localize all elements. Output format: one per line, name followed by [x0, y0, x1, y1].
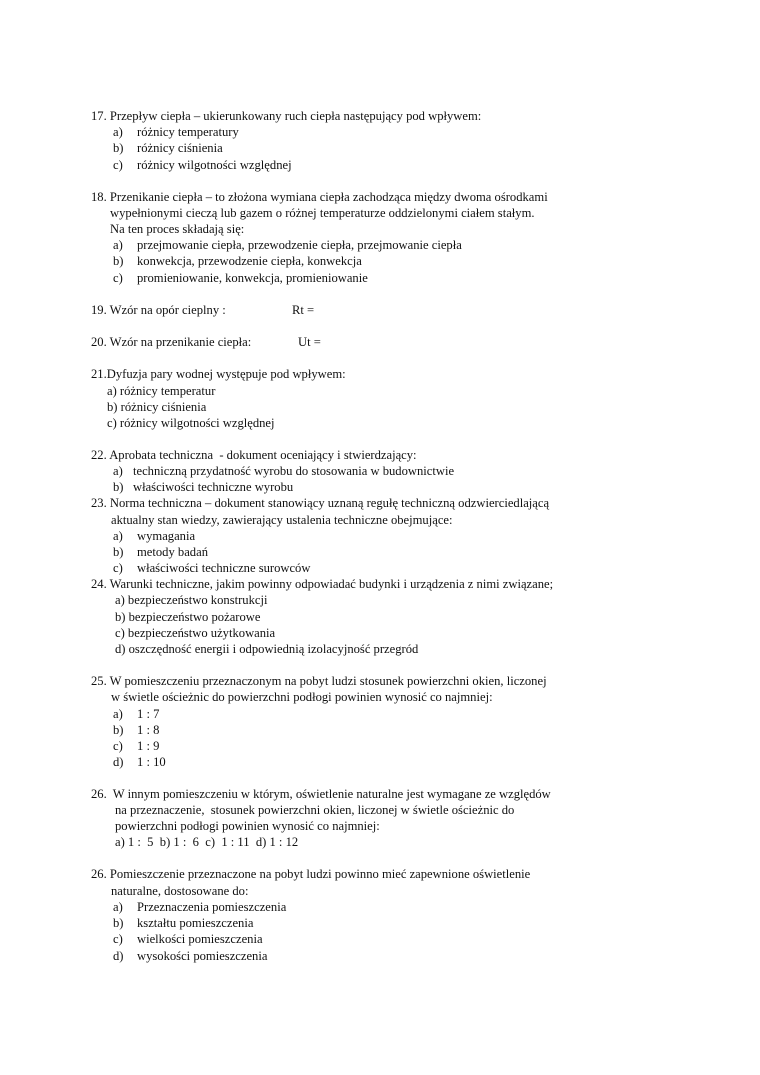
option-text: 1 : 9	[137, 739, 160, 753]
option-letter: c)	[113, 271, 123, 285]
option-letter: b)	[113, 916, 124, 930]
question-19-title: 19. Wzór na opór cieplny :	[91, 303, 226, 317]
option-line: d) oszczędność energii i odpowiednią izolacyjność przegród	[115, 642, 419, 656]
option-text: promieniowanie, konwekcja, promieniowanie	[137, 271, 368, 285]
option-text: różnicy temperatury	[137, 125, 239, 139]
option-letter: a)	[113, 125, 123, 139]
option-text: techniczną przydatność wyrobu do stosowania w budownictwie	[133, 464, 455, 478]
option-letter: d)	[113, 755, 124, 769]
option-letter: c)	[113, 739, 123, 753]
option-letter: a)	[113, 900, 123, 914]
option-line: c) bezpieczeństwo użytkowania	[115, 626, 276, 640]
option-line: b) bezpieczeństwo pożarowe	[115, 610, 261, 624]
option-text: kształtu pomieszczenia	[137, 916, 254, 930]
question-26b-line: 26. Pomieszczenie przeznaczone na pobyt ludzi powinno mieć zapewnione oświetlenie	[91, 867, 531, 881]
question-17-title: 17. Przepływ ciepła – ukierunkowany ruch ciepła następujący pod wpływem:	[91, 109, 482, 123]
question-18-line: Na ten proces składają się:	[110, 222, 245, 236]
option-letter: a)	[113, 464, 123, 478]
option-letter: b)	[113, 480, 124, 494]
option-letter: b)	[113, 141, 124, 155]
question-26a-line: powierzchni podłogi powinien wynosić co najmniej:	[115, 819, 380, 833]
option-text: różnicy ciśnienia	[137, 141, 223, 155]
question-22-title: 22. Aprobata techniczna - dokument oceniający i stwierdzający:	[91, 448, 417, 462]
option-text: przejmowanie ciepła, przewodzenie ciepła, przejmowanie ciepła	[137, 238, 462, 252]
question-25-line: 25. W pomieszczeniu przeznaczonym na pobyt ludzi stosunek powierzchni okien, liczonej	[91, 674, 547, 688]
option-line: a) bezpieczeństwo konstrukcji	[115, 593, 268, 607]
option-text: Przeznaczenia pomieszczenia	[137, 900, 287, 914]
question-25-line: w świetle ościeżnic do powierzchni podłogi powinien wynosić co najmniej:	[111, 690, 493, 704]
question-23-line: 23. Norma techniczna – dokument stanowiący uznaną regułę techniczną odzwierciedlającą	[91, 496, 550, 510]
question-21-title: 21.Dyfuzja pary wodnej występuje pod wpływem:	[91, 367, 346, 381]
option-letter: b)	[113, 723, 124, 737]
option-text: metody badań	[137, 545, 208, 559]
option-letter: b)	[113, 545, 124, 559]
question-18-line: wypełnionymi cieczą lub gazem o różnej temperaturze oddzielonymi ciałem stałym.	[110, 206, 535, 220]
option-text: wysokości pomieszczenia	[137, 949, 268, 963]
option-letter: a)	[113, 238, 123, 252]
question-26a-line: 26. W innym pomieszczeniu w którym, oświetlenie naturalne jest wymagane ze względów	[91, 787, 551, 801]
option-letter: c)	[113, 158, 123, 172]
option-text: 1 : 8	[137, 723, 160, 737]
question-26b-line: naturalne, dostosowane do:	[111, 884, 249, 898]
option-line: a) różnicy temperatur	[107, 384, 216, 398]
question-24-title: 24. Warunki techniczne, jakim powinny odpowiadać budynki i urządzenia z nimi związane;	[91, 577, 554, 591]
option-text: 1 : 10	[137, 755, 166, 769]
formula-ut: Ut =	[298, 335, 321, 349]
question-18-line: 18. Przenikanie ciepła – to złożona wymiana ciepła zachodząca między dwoma ośrodkami	[91, 190, 548, 204]
question-23-line: aktualny stan wiedzy, zawierający ustalenia techniczne obejmujące:	[111, 513, 453, 527]
option-letter: a)	[113, 529, 123, 543]
option-text: właściwości techniczne wyrobu	[133, 480, 294, 494]
option-text: różnicy wilgotności względnej	[137, 158, 292, 172]
option-text: 1 : 7	[137, 707, 160, 721]
option-letter: c)	[113, 561, 123, 575]
option-text: wielkości pomieszczenia	[137, 932, 263, 946]
option-text: konwekcja, przewodzenie ciepła, konwekcja	[137, 254, 362, 268]
question-26a-line: na przeznaczenie, stosunek powierzchni okien, liczonej w świetle ościeżnic do	[115, 803, 515, 817]
option-text: właściwości techniczne surowców	[137, 561, 311, 575]
formula-rt: Rt =	[292, 303, 315, 317]
option-line: c) różnicy wilgotności względnej	[107, 416, 275, 430]
option-text: wymagania	[137, 529, 196, 543]
option-letter: a)	[113, 707, 123, 721]
option-letter: b)	[113, 254, 124, 268]
option-letter: c)	[113, 932, 123, 946]
option-letter: d)	[113, 949, 124, 963]
option-line: b) różnicy ciśnienia	[107, 400, 207, 414]
question-20-title: 20. Wzór na przenikanie ciepła:	[91, 335, 252, 349]
question-26a-options: a) 1 : 5 b) 1 : 6 c) 1 : 11 d) 1 : 12	[115, 835, 299, 849]
